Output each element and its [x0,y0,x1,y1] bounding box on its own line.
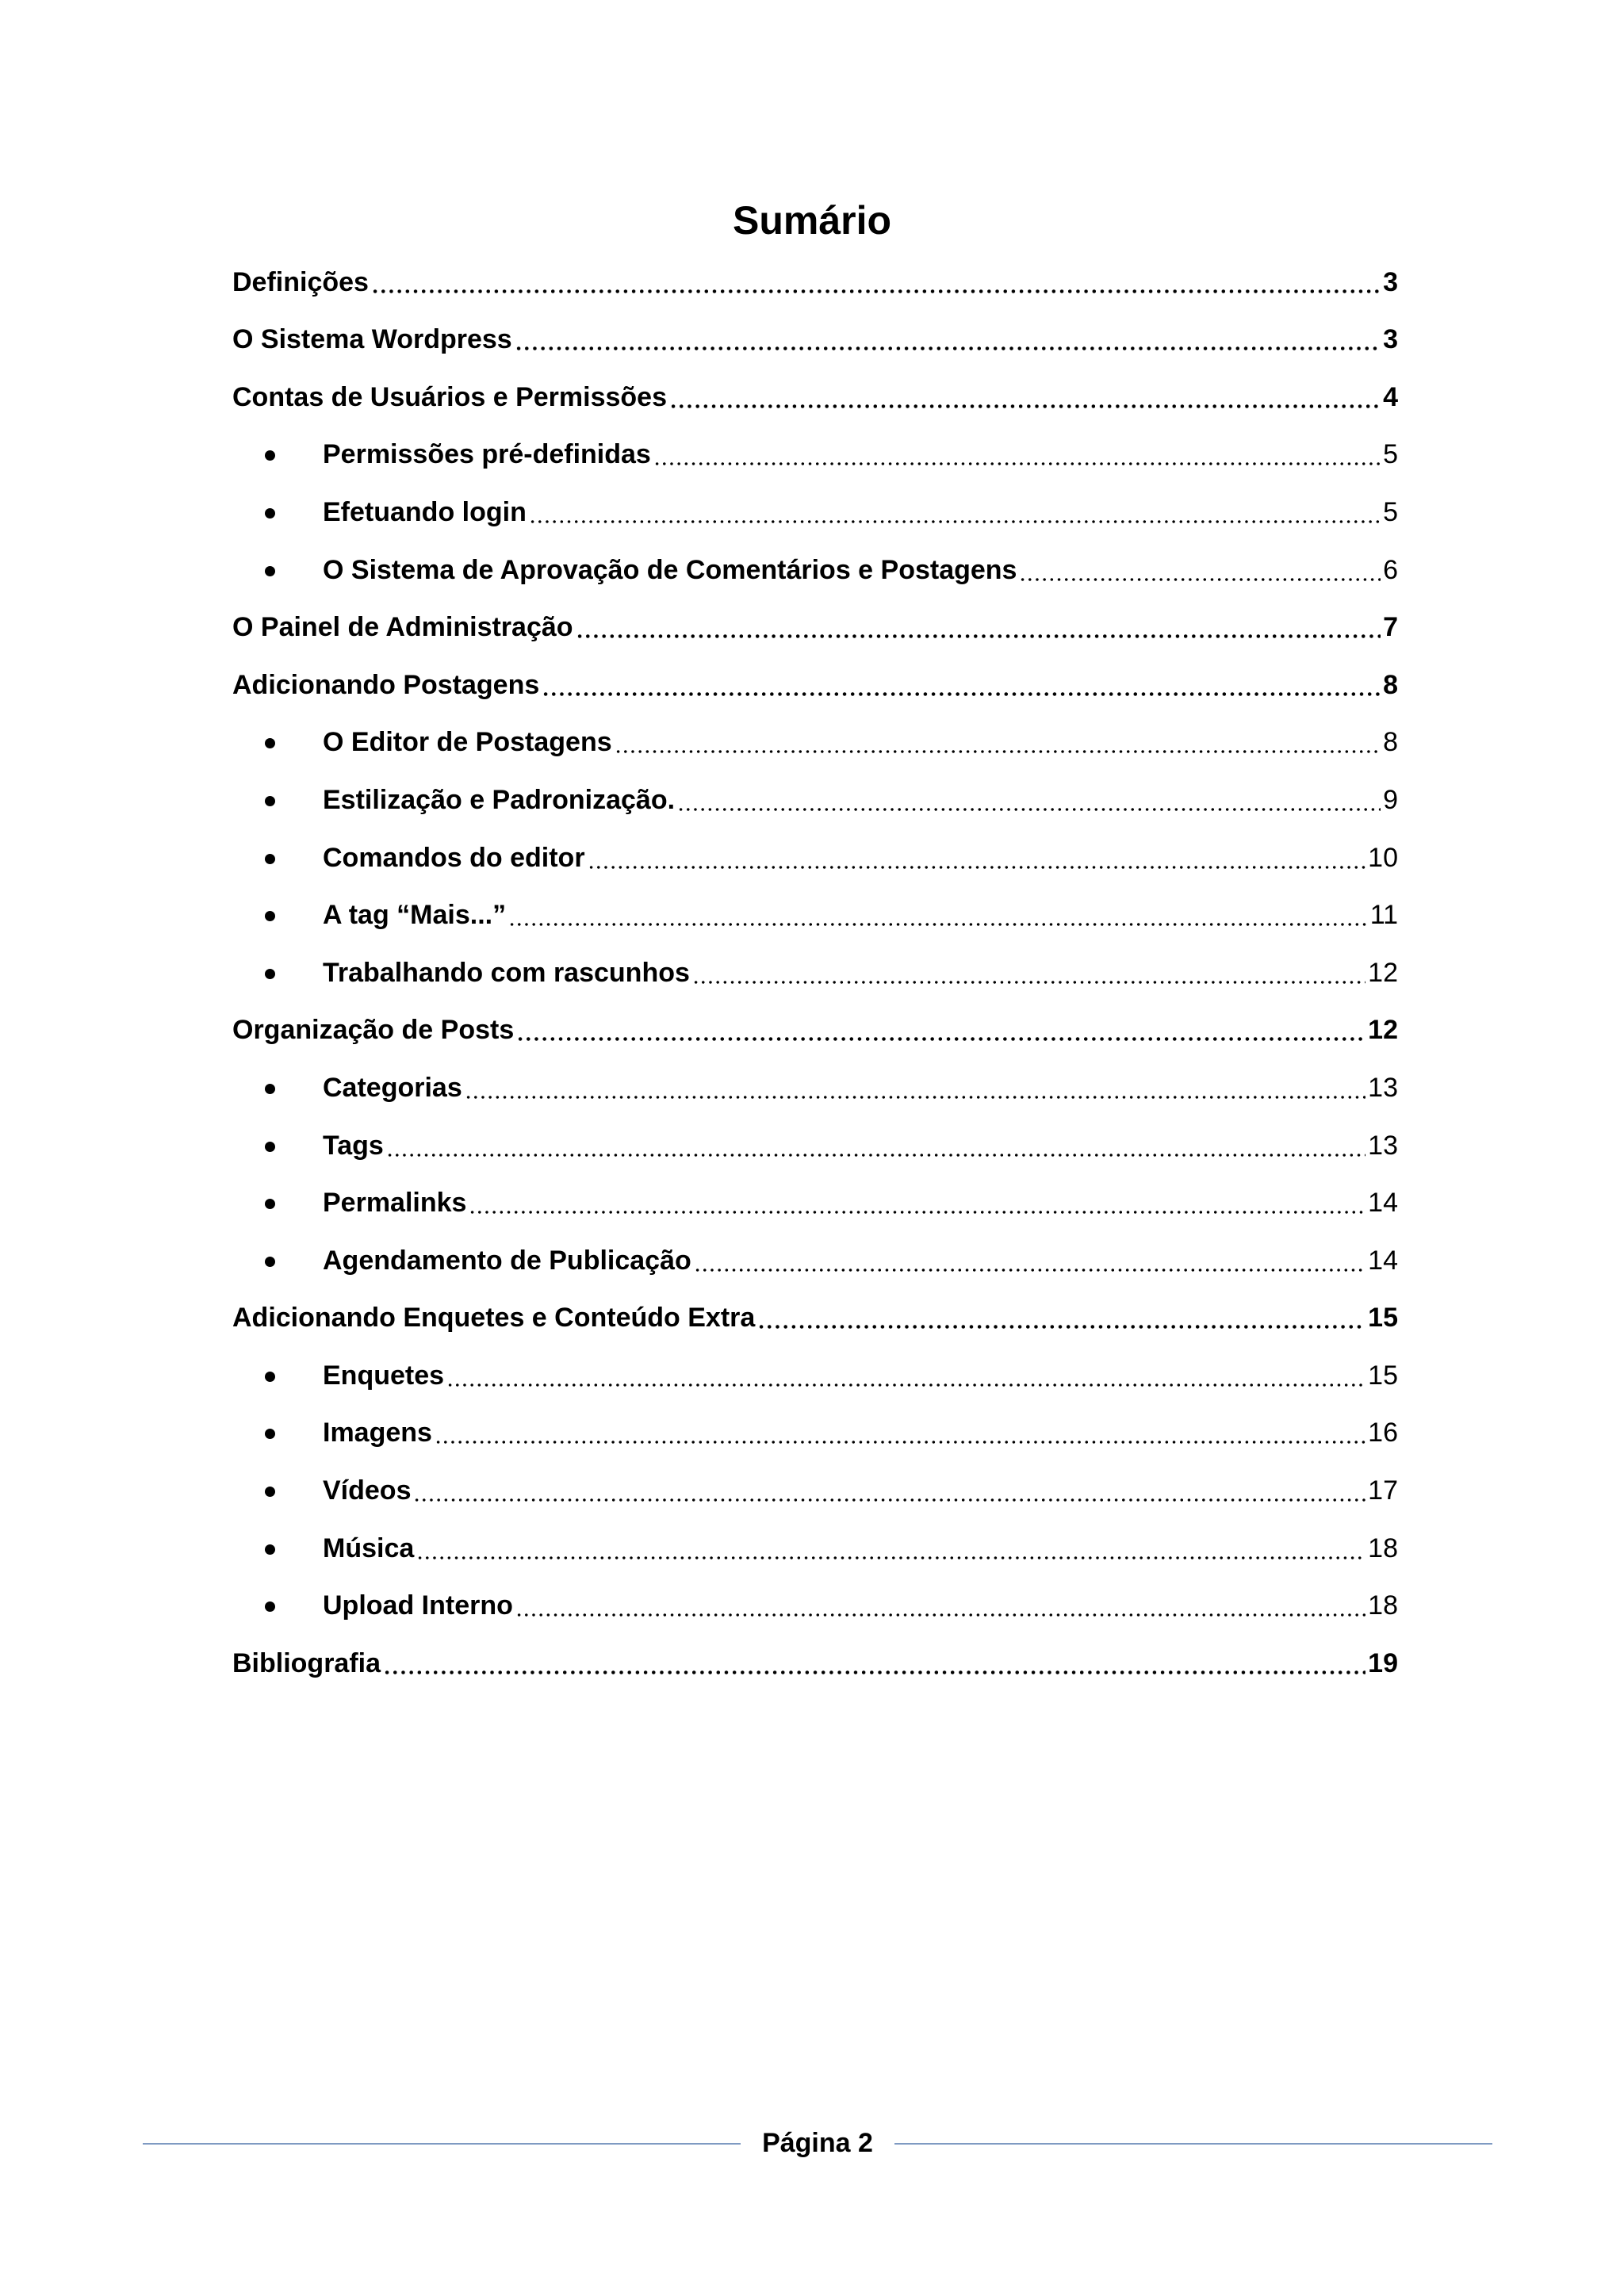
toc-entry-label: Contas de Usuários e Permissões [232,381,668,412]
toc-entry-page-number: 6 [1383,554,1398,585]
toc-entry-page-number: 8 [1383,727,1398,758]
toc-entry-chapter[interactable] [232,369,1398,427]
toc-entry-section[interactable] [232,484,1398,541]
toc-entry-section[interactable] [232,1059,1398,1117]
toc-entry-label: O Editor de Postagens [323,727,612,758]
toc-entry-page-number: 9 [1383,784,1398,815]
toc-entry-page-number: 16 [1368,1418,1398,1448]
toc-entry-page-number: 13 [1368,1072,1398,1103]
dot-leader [416,1530,1365,1567]
toc-entry-chapter[interactable] [232,599,1398,657]
dot-leader [1019,552,1381,588]
bullet-icon [232,1587,323,1624]
bullet-icon [232,1184,323,1221]
toc-entry-page-number: 3 [1383,266,1398,297]
toc-entry-page-number: 3 [1383,324,1398,355]
toc-entry-section[interactable] [232,1175,1398,1233]
dot-leader [469,1184,1365,1221]
toc-entry-label: Trabalhando com rascunhos [323,957,690,988]
toc-entry-section[interactable] [232,1520,1398,1578]
dot-leader [588,840,1366,876]
toc-entry-label: Vídeos [323,1475,412,1506]
toc-entry-chapter[interactable] [232,1290,1398,1348]
toc-entry-label: Adicionando Postagens [232,669,540,700]
toc-title: Sumário [732,198,892,243]
toc-entry-chapter[interactable] [232,1002,1398,1060]
toc-entry-section[interactable] [232,1578,1398,1636]
bullet-icon [232,552,323,588]
toc-entry-page-number: 18 [1368,1590,1398,1621]
dot-leader [371,264,1381,300]
toc-entry-section[interactable] [232,887,1398,945]
toc-entry-section[interactable] [232,1405,1398,1463]
dot-leader [692,955,1365,991]
dot-leader [677,782,1381,818]
toc-entry-label: Categorias [323,1072,462,1103]
bullet-icon [232,1242,323,1279]
toc-entry-page-number: 12 [1368,957,1398,988]
dot-leader [757,1299,1365,1336]
footer-rule-right [894,2143,1492,2145]
toc-entry-label: Tags [323,1130,384,1161]
toc-entry-page-number: 4 [1383,381,1398,412]
toc-entry-label: Imagens [323,1418,432,1448]
toc-entry-label: Permalinks [323,1188,467,1219]
toc-entry-page-number: 12 [1368,1015,1398,1046]
bullet-icon [232,724,323,760]
toc-entry-label: Organização de Posts [232,1015,515,1046]
toc-entry-label: Definições [232,266,369,297]
bullet-icon [232,782,323,818]
bullet-icon [232,494,323,530]
dot-leader [465,1070,1365,1106]
toc-entry-chapter[interactable] [232,312,1398,369]
dot-leader [515,321,1381,358]
dot-leader [669,379,1381,415]
toc-entry-label: O Painel de Administração [232,612,573,643]
toc-entry-label: Enquetes [323,1360,445,1391]
toc-entry-section[interactable] [232,1117,1398,1175]
toc-entry-label: A tag “Mais...” [323,900,507,931]
bullet-icon [232,436,323,473]
table-of-contents [232,254,1398,1693]
toc-entry-section[interactable] [232,1347,1398,1405]
dot-leader [529,494,1381,530]
toc-entry-section[interactable] [232,1462,1398,1520]
dot-leader [694,1242,1365,1279]
toc-entry-label: Música [323,1533,415,1563]
toc-entry-label: Permissões pré-definidas [323,439,651,470]
toc-entry-page-number: 7 [1383,612,1398,643]
toc-entry-section[interactable] [232,771,1398,829]
toc-entry-label: Agendamento de Publicação [323,1245,691,1276]
dot-leader [508,897,1368,933]
toc-entry-page-number: 14 [1368,1245,1398,1276]
dot-leader [516,1012,1365,1048]
dot-leader [435,1414,1365,1451]
toc-entry-label: O Sistema Wordpress [232,324,512,355]
toc-entry-page-number: 19 [1368,1647,1398,1678]
dot-leader [576,609,1381,645]
toc-entry-page-number: 17 [1368,1475,1398,1506]
dot-leader [386,1127,1365,1164]
toc-entry-page-number: 15 [1368,1360,1398,1391]
toc-entry-page-number: 8 [1383,669,1398,700]
toc-entry-section[interactable] [232,541,1398,599]
bullet-icon [232,1530,323,1567]
toc-entry-section[interactable] [232,944,1398,1002]
toc-entry-label: Upload Interno [323,1590,513,1621]
toc-entry-label: Comandos do editor [323,842,585,873]
bullet-icon [232,1070,323,1106]
toc-entry-section[interactable] [232,1232,1398,1290]
bullet-icon [232,1414,323,1451]
dot-leader [383,1645,1365,1682]
toc-entry-section[interactable] [232,714,1398,772]
toc-entry-page-number: 15 [1368,1303,1398,1334]
toc-entry-page-number: 11 [1369,900,1398,931]
bullet-icon [232,840,323,876]
dot-leader [446,1357,1365,1394]
toc-entry-chapter[interactable] [232,656,1398,714]
dot-leader [615,724,1381,760]
dot-leader [542,667,1381,703]
dot-leader [515,1587,1365,1624]
toc-entry-page-number: 18 [1368,1533,1398,1563]
toc-entry-chapter[interactable] [232,1635,1398,1693]
toc-entry-chapter[interactable] [232,254,1398,312]
footer-page-label: Página 2 [762,2128,873,2158]
toc-entry-label: Adicionando Enquetes e Conteúdo Extra [232,1303,756,1334]
bullet-icon [232,1357,323,1394]
dot-leader [413,1472,1365,1509]
bullet-icon [232,897,323,933]
toc-entry-label: Efetuando login [323,496,527,527]
toc-entry-page-number: 13 [1368,1130,1398,1161]
bullet-icon [232,1127,323,1164]
toc-entry-section[interactable] [232,427,1398,484]
bullet-icon [232,1472,323,1509]
toc-entry-label: Bibliografia [232,1647,381,1678]
toc-entry-page-number: 5 [1383,496,1398,527]
dot-leader [653,436,1381,473]
toc-entry-section[interactable] [232,829,1398,887]
toc-entry-label: O Sistema de Aprovação de Comentários e Postagens [323,554,1017,585]
toc-entry-page-number: 14 [1368,1188,1398,1219]
toc-entry-page-number: 5 [1383,439,1398,470]
toc-entry-page-number: 10 [1368,842,1398,873]
bullet-icon [232,955,323,991]
toc-entry-label: Estilização e Padronização. [323,784,676,815]
footer-rule-left [143,2143,741,2145]
